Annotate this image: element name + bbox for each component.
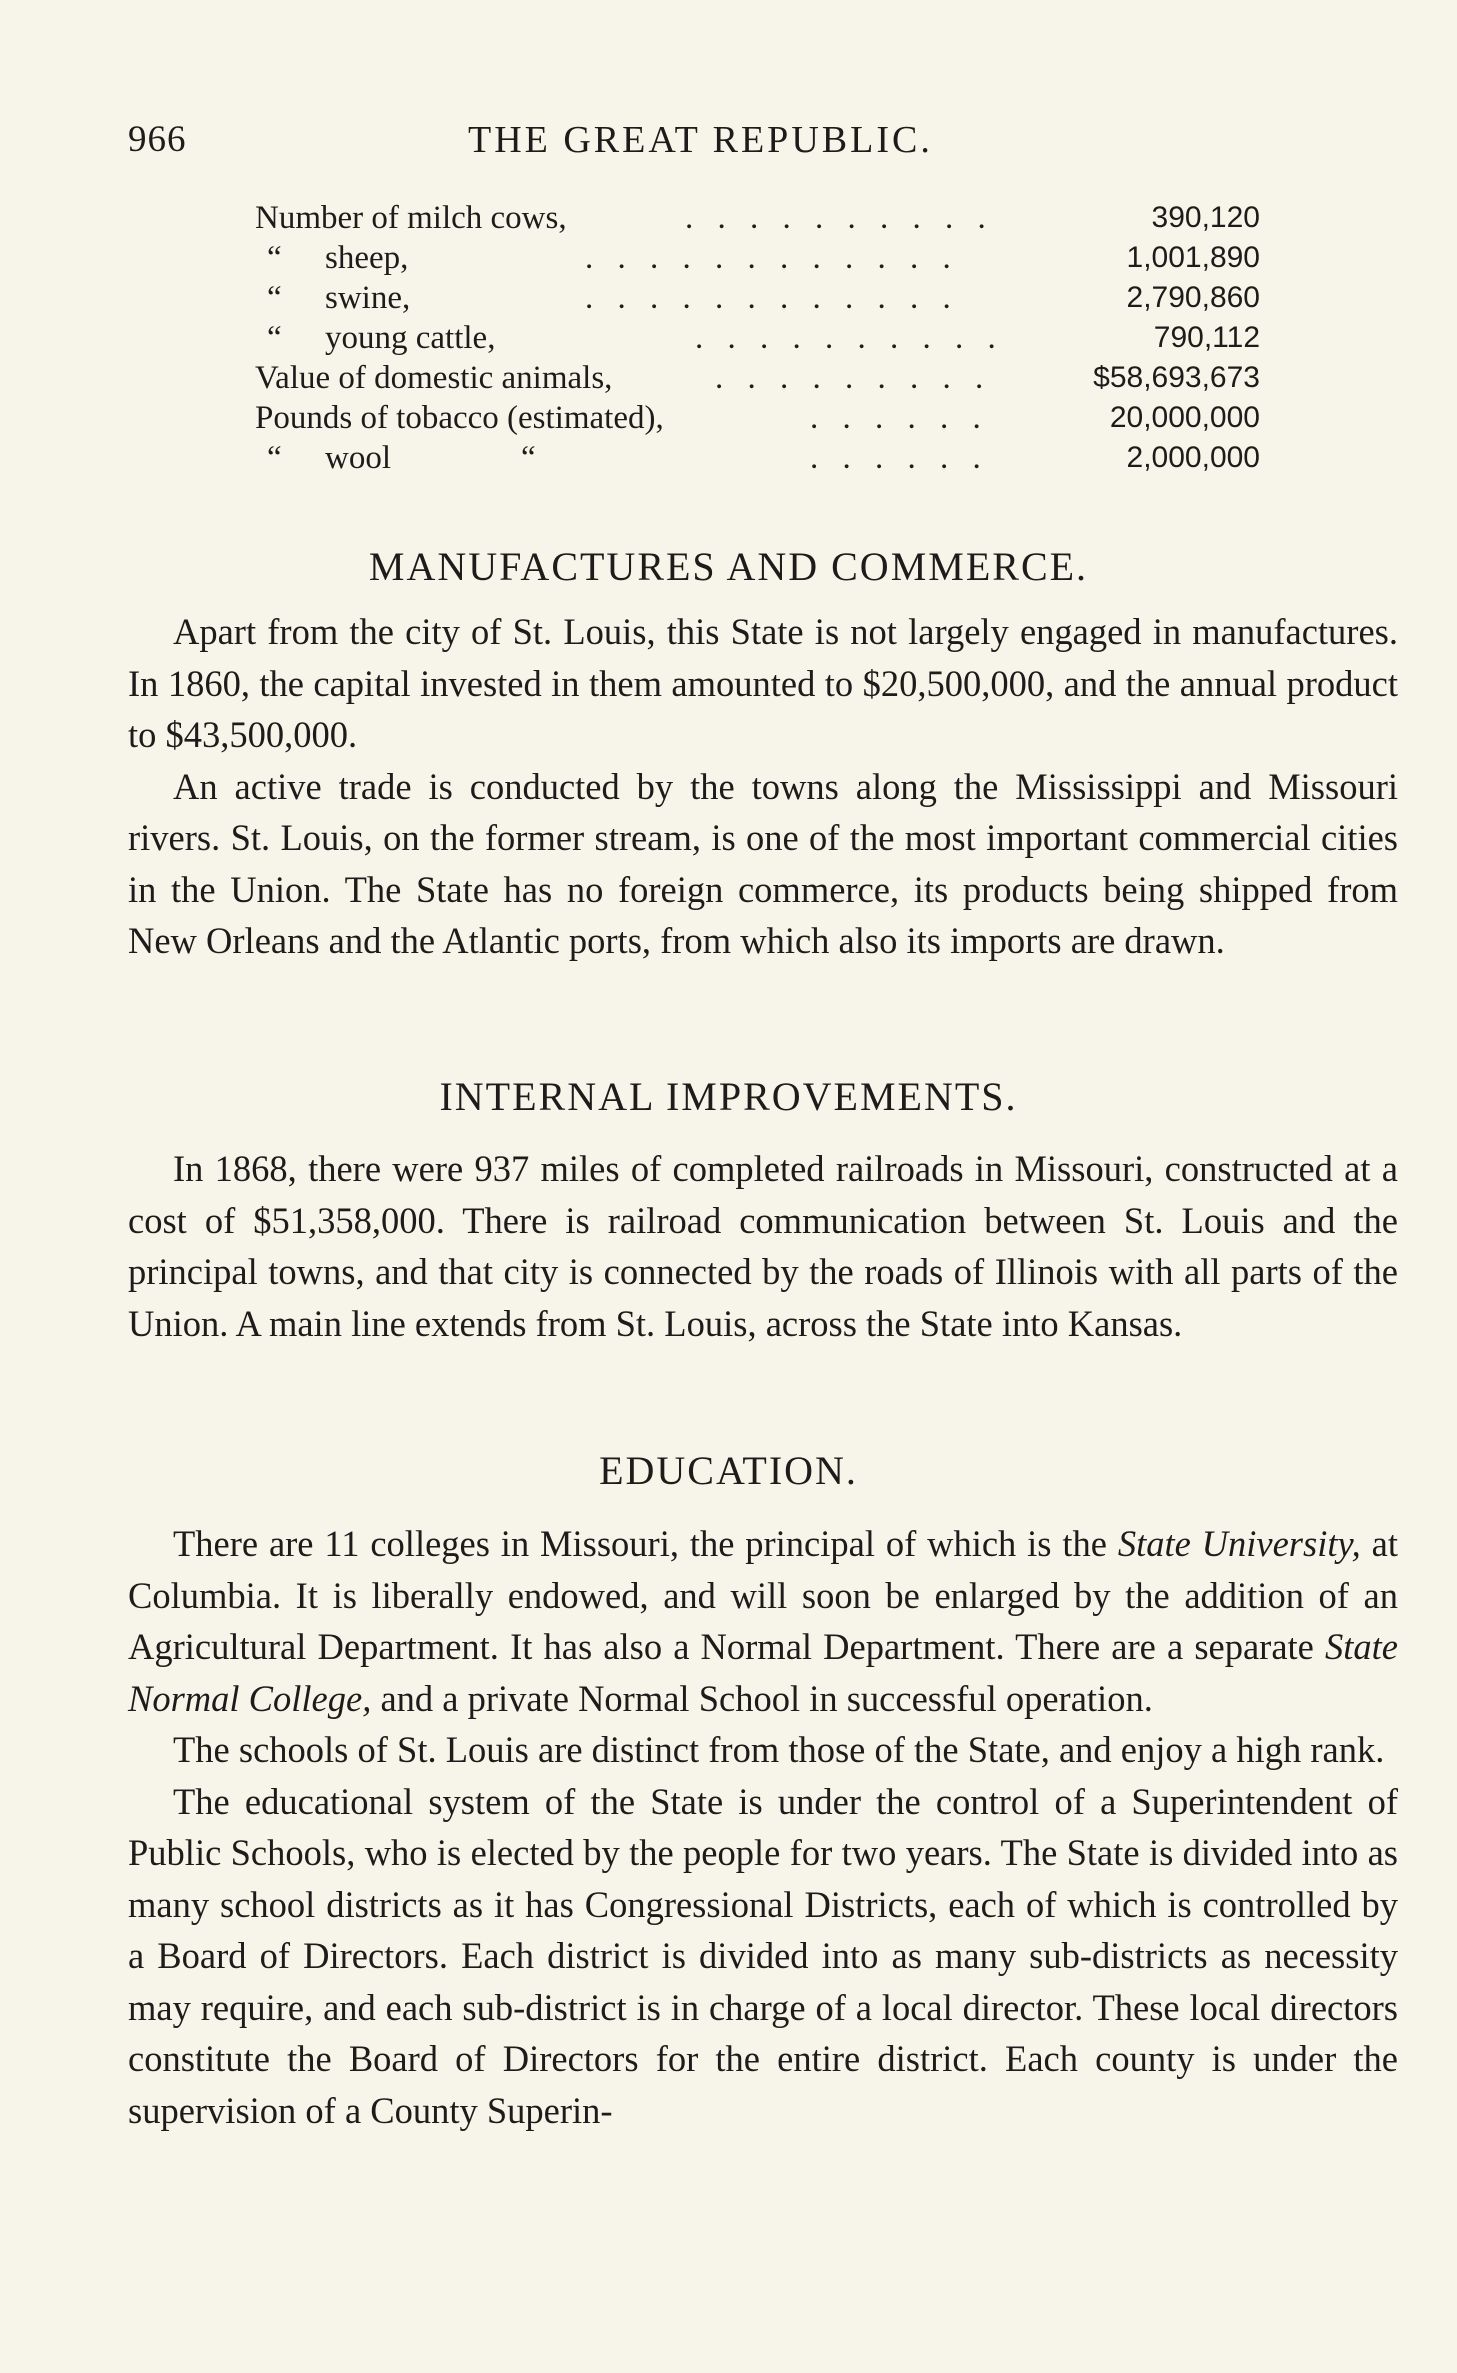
stat-label: Number of milch cows, xyxy=(255,200,567,236)
stat-leader: . . . . . . . . . . . . xyxy=(585,280,959,316)
paragraph: In 1868, there were 937 miles of completed railroads in Missouri, constructed at a cost of $51,358,000. There is railroad communication between St. Louis and the principal towns, and that city is connected by the roads of Illinois with all parts of the Union. A main line extends from St. Louis, across the State into Kansas. xyxy=(128,1148,1398,1344)
stat-row xyxy=(255,438,1260,478)
section-heading-education: EDUCATION. xyxy=(599,1448,858,1493)
stat-row xyxy=(255,358,1260,398)
stat-value: 20,000,000 xyxy=(1109,401,1260,434)
stat-value: $58,693,673 xyxy=(1093,361,1260,394)
stat-leader: . . . . . . . . . xyxy=(715,360,992,396)
stat-label-text: swine, xyxy=(325,280,411,316)
paragraph: An active trade is conducted by the towns along the Mississippi and Missouri rivers. St. Louis, on the former stream, is one of the most important commercial cities in the Union. The State has no foreign commerce, its products being shipped from New Orleans and the Atlantic ports, from which also its imports are drawn. xyxy=(128,765,1398,961)
stat-label xyxy=(267,438,579,478)
stat-label-text: sheep, xyxy=(325,240,409,276)
stat-value: 1,001,890 xyxy=(1126,241,1260,274)
ditto-mark: “ xyxy=(521,440,536,476)
section-heading-internal-improvements: INTERNAL IMPROVEMENTS. xyxy=(439,1074,1018,1119)
ditto-mark: “ xyxy=(267,320,282,356)
ditto-mark: “ xyxy=(267,440,282,476)
stat-label xyxy=(267,238,408,278)
education-text xyxy=(128,1518,1398,2136)
stat-leader: . . . . . . xyxy=(810,440,989,476)
internal-improvements-text xyxy=(128,1143,1398,1349)
ditto-mark: “ xyxy=(267,280,282,316)
stat-row xyxy=(255,278,1260,318)
stat-label: Pounds of tobacco (estimated), xyxy=(255,400,664,436)
stat-value: 390,120 xyxy=(1151,201,1260,234)
text-run: at Columbia. It is liberally endowed, and will soon be enlarged by the addition of an Agricultural Department. It has also a Normal Department. There are a separate xyxy=(128,1523,1399,1667)
running-head xyxy=(128,118,1328,168)
stat-label: Value of domestic animals, xyxy=(255,360,613,396)
stat-label xyxy=(267,278,410,318)
stat-row xyxy=(255,198,1260,238)
stat-label-text: young cattle, xyxy=(325,320,496,356)
stat-leader: . . . . . . . . . . xyxy=(695,320,1004,356)
stat-label xyxy=(267,318,495,358)
italic-run: State Normal College, xyxy=(128,1626,1398,1719)
paragraph: Apart from the city of St. Louis, this State is not largely engaged in manufactures. In 1860, the capital invested in them amounted to $20,500,000, and the annual product to $43,500,000. xyxy=(128,611,1398,755)
text-run: and a private Normal School in successful operation. xyxy=(371,1677,1153,1719)
running-title: THE GREAT REPUBLIC. xyxy=(468,119,933,161)
ditto-mark: “ xyxy=(267,240,282,276)
paragraph: The schools of St. Louis are distinct from those of the State, and enjoy a high rank. xyxy=(173,1729,1385,1770)
stat-leader: . . . . . . . . . . xyxy=(685,200,994,236)
text-run: There are 11 colleges in Missouri, the principal of which is the xyxy=(173,1523,1118,1564)
stat-value: 2,000,000 xyxy=(1126,441,1260,474)
italic-run: State University, xyxy=(1117,1523,1361,1564)
stat-value: 790,112 xyxy=(1153,321,1260,354)
stat-row xyxy=(255,238,1260,278)
manufactures-text xyxy=(128,606,1398,967)
stat-leader: . . . . . . . . . . . . xyxy=(585,240,959,276)
page-number: 966 xyxy=(128,119,187,160)
paragraph xyxy=(128,1518,1398,1724)
paragraph: The educational system of the State is under the control of a Superintendent of Public Schools, who is elected by the people for two years. The State is divided into as many school districts as it has Congressional Districts, each of which is controlled by a Board of Directors. Each district is divided into as many sub-districts as necessity may require, and each sub-district is in charge of a local director. These local directors constitute the Board of Directors for the entire district. Each county is under the supervision of a County Superin- xyxy=(128,1780,1398,2131)
statistics-table xyxy=(255,198,1260,478)
stat-value: 2,790,860 xyxy=(1126,281,1260,314)
stat-row xyxy=(255,318,1260,358)
stat-leader: . . . . . . xyxy=(810,400,989,436)
section-heading-manufactures: MANUFACTURES AND COMMERCE. xyxy=(368,544,1089,589)
stat-label-text: wool xyxy=(325,440,391,476)
stat-row xyxy=(255,398,1260,438)
